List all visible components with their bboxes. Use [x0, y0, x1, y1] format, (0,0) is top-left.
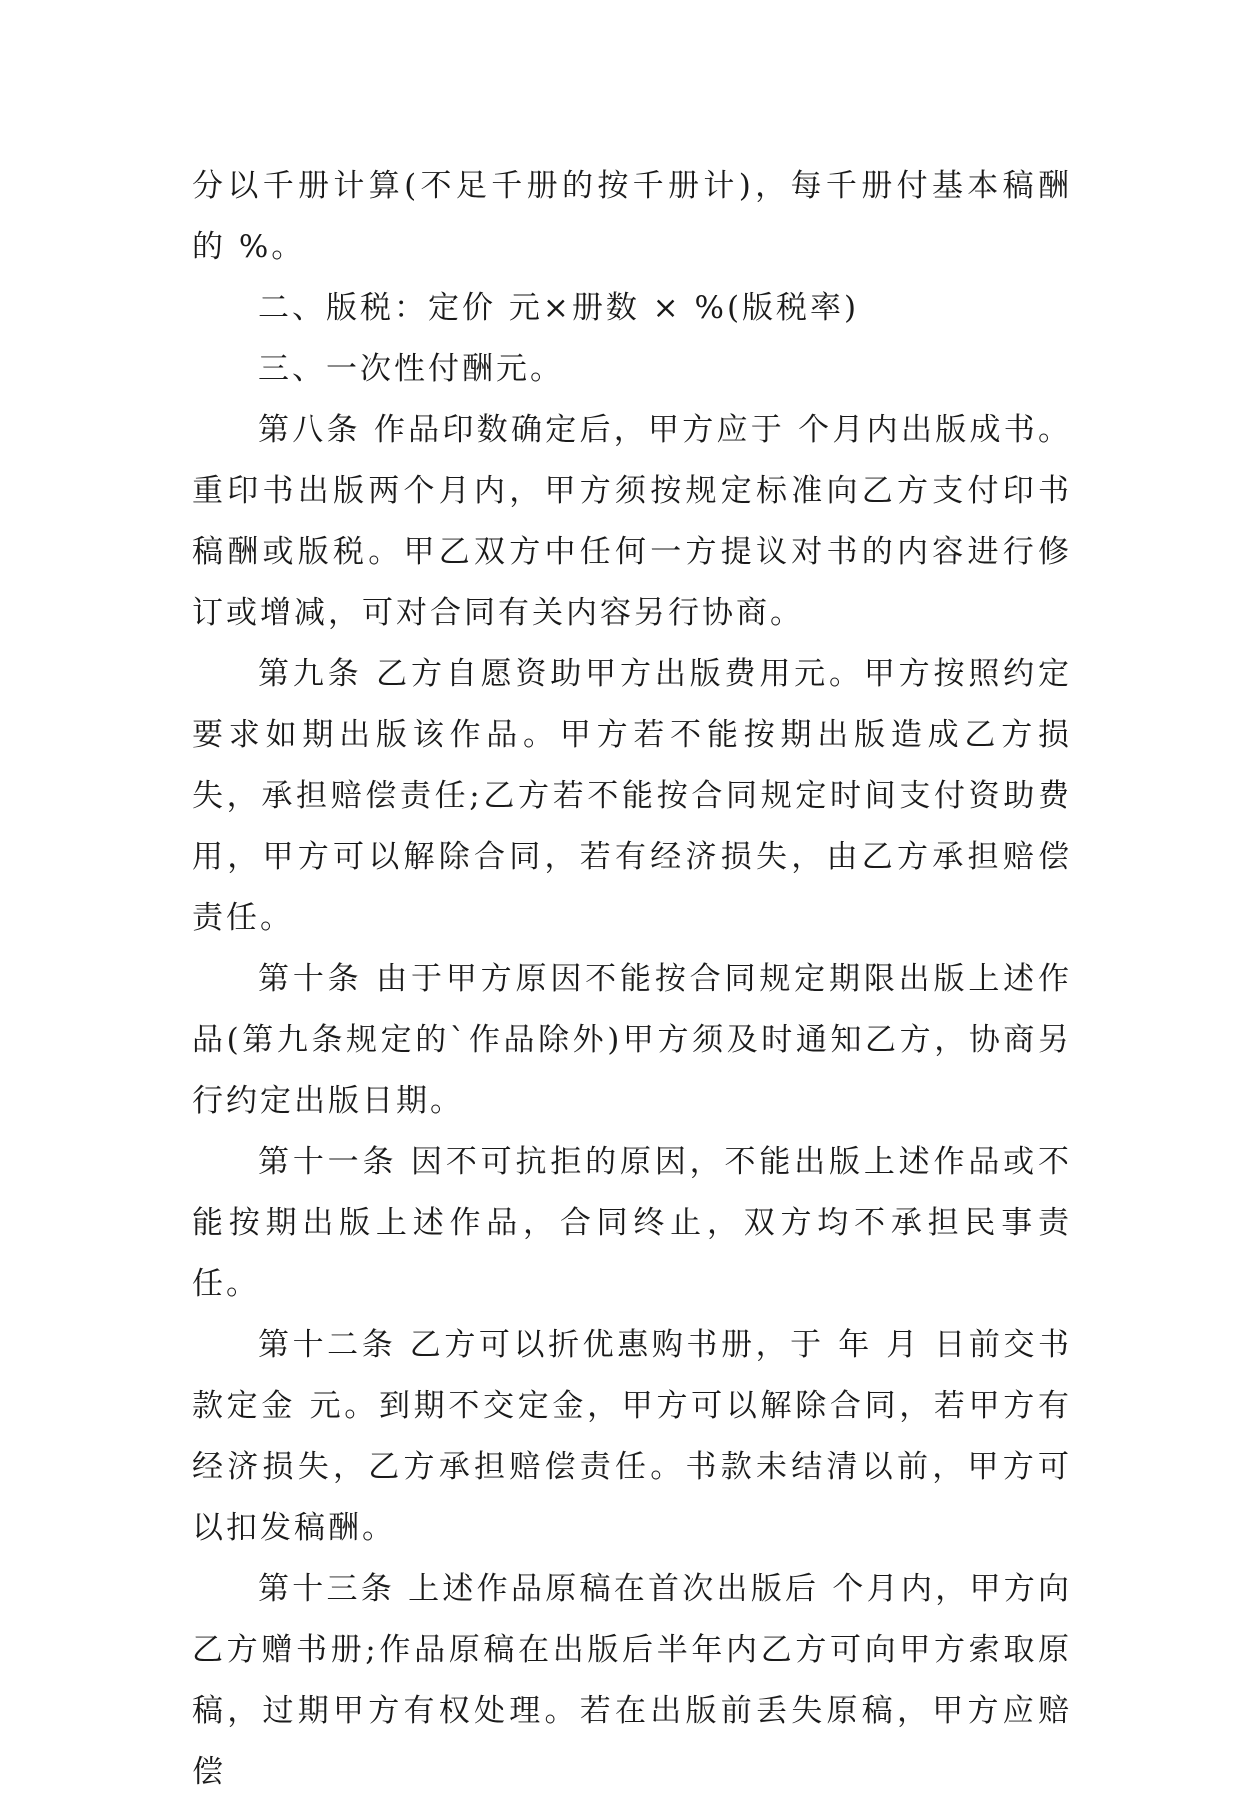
paragraph-article-8: 第八条 作品印数确定后，甲方应于 个月内出版成书。重印书出版两个月内，甲方须按规定标准向乙方支付印书稿酬或版税。甲乙双方中任何一方提议对书的内容进行修订或增减，可对合同有关内容另行协商。 [192, 412, 1072, 631]
paragraph-article-9: 第九条 乙方自愿资助甲方出版费用元。甲方按照约定要求如期出版该作品。甲方若不能按期出版造成乙方损失，承担赔偿责任;乙方若不能按合同规定时间支付资助费用，甲方可以解除合同，若有经济损失，由乙方承担赔偿责任。 [192, 656, 1072, 936]
paragraph-article-12: 第十二条 乙方可以折优惠购书册，于 年 月 日前交书款定金 元。到期不交定金，甲方可以解除合同，若甲方有经济损失，乙方承担赔偿责任。书款未结清以前，甲方可以扣发稿酬。 [192, 1327, 1072, 1546]
paragraph-continuation: 分以千册计算(不足千册的按千册计)，每千册付基本稿酬的 %。 [192, 168, 1072, 265]
paragraph-lump-sum: 三、一次性付酬元。 [258, 351, 564, 387]
paragraph-article-11: 第十一条 因不可抗拒的原因，不能出版上述作品或不能按期出版上述作品，合同终止，双方均不承担民事责任。 [192, 1144, 1072, 1302]
document-body [192, 156, 1072, 1803]
paragraph-article-13: 第十三条 上述作品原稿在首次出版后 个月内，甲方向乙方赠书册;作品原稿在出版后半年内乙方可向甲方索取原稿，过期甲方有权处理。若在出版前丢失原稿，甲方应赔偿 [192, 1571, 1072, 1790]
paragraph-royalty: 二、版税：定价 元×册数 × %(版税率) [258, 290, 860, 326]
paragraph-article-10: 第十条 由于甲方原因不能按合同规定期限出版上述作品(第九条规定的`作品除外)甲方须及时通知乙方，协商另行约定出版日期。 [192, 961, 1072, 1119]
